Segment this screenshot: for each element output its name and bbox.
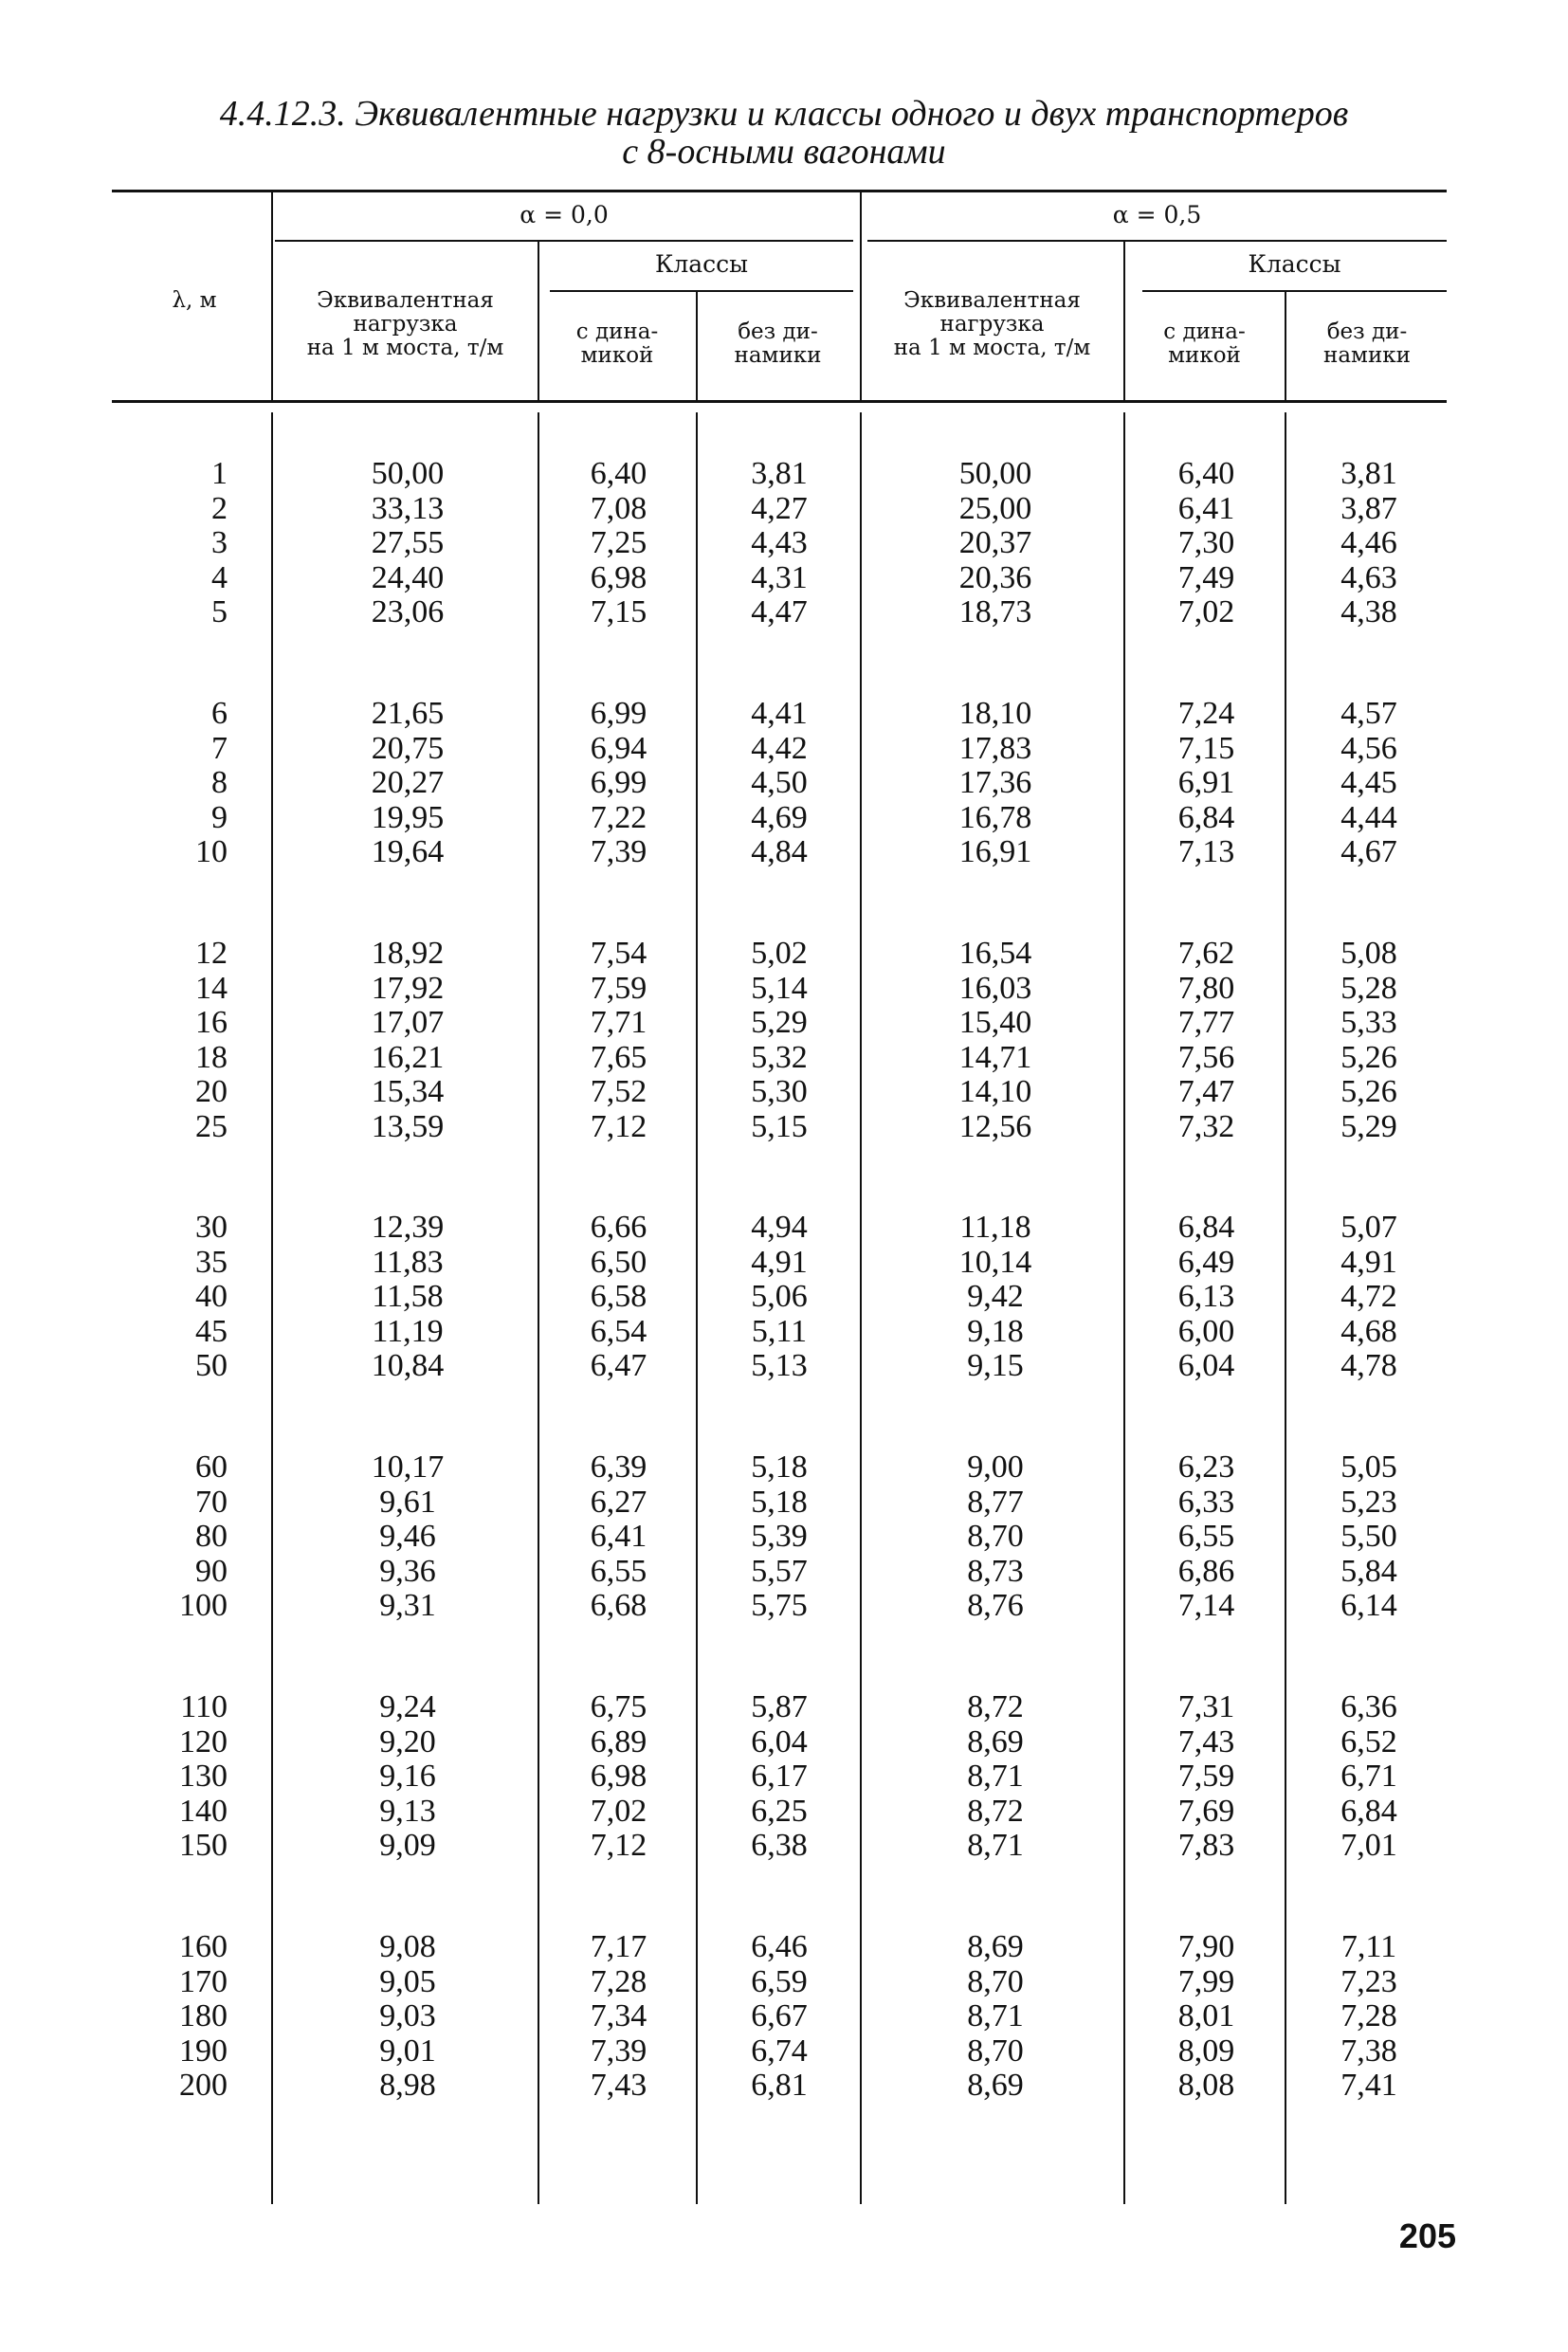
class-nodyn-cell-a0: 4,50 xyxy=(751,765,808,800)
lambda-cell: 50 xyxy=(195,1348,228,1383)
lambda-cell: 20 xyxy=(195,1074,228,1109)
class-nodyn-cell-a05: 5,23 xyxy=(1340,1484,1397,1520)
equiv-load-cell-a0: 9,09 xyxy=(379,1828,436,1863)
class-nodyn-cell-a0: 4,69 xyxy=(751,799,808,835)
equiv-load-cell-a0: 9,01 xyxy=(379,2033,436,2069)
hdr-vline-2 xyxy=(860,192,862,400)
class-dyn-cell-a05: 6,84 xyxy=(1177,1210,1235,1245)
class-nodyn-cell-a0: 4,84 xyxy=(751,834,808,869)
class-nodyn-cell-a0: 5,18 xyxy=(751,1449,808,1485)
lambda-cell: 200 xyxy=(179,2068,228,2103)
class-dyn-cell-a05: 6,86 xyxy=(1177,1553,1235,1589)
dyn-line: с дина- xyxy=(1163,319,1246,344)
hdr-vline-3 xyxy=(538,242,539,400)
class-nodyn-cell-a05: 5,08 xyxy=(1340,936,1397,971)
class-dyn-cell-a05: 6,49 xyxy=(1177,1244,1235,1280)
body-vline-3 xyxy=(696,412,698,2204)
equiv-line: нагрузка xyxy=(939,312,1045,337)
nodyn-line: без ди- xyxy=(738,319,818,344)
equiv-load-cell-a05: 16,91 xyxy=(958,834,1032,869)
lambda-header: λ, м xyxy=(172,288,217,313)
equiv-load-cell-a0: 16,21 xyxy=(371,1039,445,1075)
lambda-cell: 130 xyxy=(179,1759,228,1794)
class-nodyn-cell-a05: 7,41 xyxy=(1340,2068,1397,2103)
equiv-line: на 1 м моста, т/м xyxy=(306,336,504,360)
equiv-load-cell-a0: 24,40 xyxy=(371,559,445,595)
class-nodyn-cell-a0: 4,94 xyxy=(751,1210,808,1245)
equiv-load-cell-a0: 11,19 xyxy=(372,1313,444,1349)
equiv-load-cell-a0: 15,34 xyxy=(371,1074,445,1109)
class-nodyn-cell-a05: 4,78 xyxy=(1340,1348,1397,1383)
class-nodyn-cell-a05: 7,38 xyxy=(1340,2033,1397,2069)
class-nodyn-cell-a0: 6,38 xyxy=(751,1828,808,1863)
class-nodyn-cell-a0: 5,06 xyxy=(751,1279,808,1314)
class-nodyn-cell-a0: 5,29 xyxy=(751,1005,808,1040)
class-dyn-cell-a05: 7,02 xyxy=(1177,594,1235,629)
equiv-load-cell-a05: 9,18 xyxy=(967,1313,1024,1349)
lambda-cell: 8 xyxy=(211,765,228,800)
class-nodyn-cell-a0: 4,47 xyxy=(751,594,808,629)
nodyn-header-left xyxy=(700,320,856,368)
class-dyn-cell-a05: 6,40 xyxy=(1177,456,1235,491)
class-dyn-cell-a0: 6,47 xyxy=(590,1348,647,1383)
class-nodyn-cell-a05: 7,01 xyxy=(1340,1828,1397,1863)
class-dyn-cell-a0: 6,66 xyxy=(590,1210,647,1245)
class-dyn-cell-a0: 7,12 xyxy=(590,1108,647,1144)
classes-rule-right xyxy=(1142,290,1447,292)
nodyn-line: без ди- xyxy=(1326,319,1408,344)
class-dyn-cell-a0: 7,02 xyxy=(590,1793,647,1829)
lambda-cell: 30 xyxy=(195,1210,228,1245)
equiv-line: Эквивалентная xyxy=(903,288,1081,313)
equiv-load-cell-a05: 50,00 xyxy=(958,456,1032,491)
equiv-load-header-right xyxy=(863,289,1121,360)
class-dyn-cell-a0: 7,39 xyxy=(590,834,647,869)
equiv-load-cell-a05: 15,40 xyxy=(958,1005,1032,1040)
class-dyn-cell-a0: 6,58 xyxy=(590,1279,647,1314)
equiv-load-cell-a0: 10,17 xyxy=(371,1449,445,1485)
class-nodyn-cell-a0: 3,81 xyxy=(751,456,808,491)
hdr-vline-5 xyxy=(696,292,698,400)
class-nodyn-cell-a0: 5,32 xyxy=(751,1039,808,1075)
class-dyn-cell-a05: 7,32 xyxy=(1177,1108,1235,1144)
class-dyn-cell-a05: 7,80 xyxy=(1177,970,1235,1006)
equiv-load-cell-a05: 9,00 xyxy=(967,1449,1024,1485)
dyn-header-right xyxy=(1126,320,1283,368)
equiv-load-cell-a0: 10,84 xyxy=(371,1348,445,1383)
class-dyn-cell-a05: 7,99 xyxy=(1177,1963,1235,1999)
body-vline-2 xyxy=(538,412,539,2204)
class-nodyn-cell-a05: 4,38 xyxy=(1340,594,1397,629)
class-dyn-cell-a05: 7,62 xyxy=(1177,936,1235,971)
lambda-cell: 40 xyxy=(195,1279,228,1314)
equiv-load-cell-a05: 14,10 xyxy=(958,1074,1032,1109)
body-vline-1 xyxy=(271,412,273,2204)
class-dyn-cell-a05: 7,59 xyxy=(1177,1759,1235,1794)
class-nodyn-cell-a0: 6,04 xyxy=(751,1723,808,1759)
equiv-load-cell-a0: 9,20 xyxy=(379,1723,436,1759)
class-dyn-cell-a05: 7,24 xyxy=(1177,696,1235,731)
class-dyn-cell-a0: 7,15 xyxy=(590,594,647,629)
class-dyn-cell-a0: 6,99 xyxy=(590,765,647,800)
equiv-load-cell-a05: 17,36 xyxy=(958,765,1032,800)
equiv-load-cell-a05: 8,76 xyxy=(967,1588,1024,1623)
equiv-load-cell-a0: 20,75 xyxy=(371,730,445,766)
equiv-load-cell-a05: 8,69 xyxy=(967,1929,1024,1964)
class-nodyn-cell-a0: 4,31 xyxy=(751,559,808,595)
class-nodyn-cell-a0: 5,14 xyxy=(751,970,808,1006)
class-dyn-cell-a05: 7,47 xyxy=(1177,1074,1235,1109)
equiv-line: Эквивалентная xyxy=(317,288,494,313)
equiv-load-cell-a05: 16,78 xyxy=(958,799,1032,835)
class-dyn-cell-a0: 7,12 xyxy=(590,1828,647,1863)
class-nodyn-cell-a0: 5,11 xyxy=(751,1313,808,1349)
equiv-load-cell-a0: 9,24 xyxy=(379,1689,436,1724)
class-dyn-cell-a05: 6,33 xyxy=(1177,1484,1235,1520)
class-dyn-cell-a0: 7,43 xyxy=(590,2068,647,2103)
class-dyn-cell-a0: 6,68 xyxy=(590,1588,647,1623)
equiv-load-cell-a0: 11,83 xyxy=(372,1244,444,1280)
class-nodyn-cell-a05: 4,68 xyxy=(1340,1313,1397,1349)
lambda-cell: 6 xyxy=(211,696,228,731)
hdr-vline-1 xyxy=(271,192,273,400)
class-dyn-cell-a0: 6,50 xyxy=(590,1244,647,1280)
class-nodyn-cell-a0: 5,57 xyxy=(751,1553,808,1589)
lambda-cell: 25 xyxy=(195,1108,228,1144)
equiv-load-cell-a05: 8,71 xyxy=(967,1759,1024,1794)
class-dyn-cell-a0: 7,65 xyxy=(590,1039,647,1075)
class-nodyn-cell-a05: 5,26 xyxy=(1340,1039,1397,1075)
class-nodyn-cell-a05: 6,14 xyxy=(1340,1588,1397,1623)
class-dyn-cell-a05: 6,00 xyxy=(1177,1313,1235,1349)
equiv-line: нагрузка xyxy=(353,312,458,337)
table-title-line2: с 8-осными вагонами xyxy=(622,132,946,172)
lambda-cell: 18 xyxy=(195,1039,228,1075)
equiv-load-cell-a05: 14,71 xyxy=(958,1039,1032,1075)
class-nodyn-cell-a05: 5,29 xyxy=(1340,1108,1397,1144)
class-dyn-cell-a0: 7,25 xyxy=(590,525,647,560)
class-dyn-cell-a05: 6,04 xyxy=(1177,1348,1235,1383)
equiv-load-cell-a0: 20,27 xyxy=(371,765,445,800)
equiv-load-cell-a0: 9,13 xyxy=(379,1793,436,1829)
lambda-cell: 10 xyxy=(195,834,228,869)
equiv-load-cell-a0: 11,58 xyxy=(372,1279,444,1314)
class-nodyn-cell-a0: 4,27 xyxy=(751,490,808,526)
equiv-load-cell-a0: 21,65 xyxy=(371,696,445,731)
equiv-load-cell-a05: 16,54 xyxy=(958,936,1032,971)
class-dyn-cell-a0: 7,54 xyxy=(590,936,647,971)
class-nodyn-cell-a0: 5,15 xyxy=(751,1108,808,1144)
class-nodyn-cell-a05: 7,23 xyxy=(1340,1963,1397,1999)
equiv-load-cell-a0: 9,36 xyxy=(379,1553,436,1589)
equiv-load-cell-a0: 19,95 xyxy=(371,799,445,835)
class-nodyn-cell-a05: 5,50 xyxy=(1340,1519,1397,1554)
class-dyn-cell-a05: 6,23 xyxy=(1177,1449,1235,1485)
class-nodyn-cell-a05: 4,46 xyxy=(1340,525,1397,560)
class-dyn-cell-a0: 6,99 xyxy=(590,696,647,731)
equiv-load-cell-a0: 9,08 xyxy=(379,1929,436,1964)
class-nodyn-cell-a0: 6,46 xyxy=(751,1929,808,1964)
nodyn-header-right xyxy=(1287,320,1447,368)
class-nodyn-cell-a05: 5,33 xyxy=(1340,1005,1397,1040)
class-nodyn-cell-a05: 7,28 xyxy=(1340,1998,1397,2033)
page-number: 205 xyxy=(1398,2216,1456,2255)
class-nodyn-cell-a05: 4,57 xyxy=(1340,696,1397,731)
hdr-vline-6 xyxy=(1285,292,1286,400)
lambda-cell: 12 xyxy=(195,936,228,971)
equiv-load-cell-a05: 16,03 xyxy=(958,970,1032,1006)
equiv-load-cell-a05: 8,69 xyxy=(967,1723,1024,1759)
equiv-load-cell-a05: 11,18 xyxy=(959,1210,1031,1245)
lambda-cell: 35 xyxy=(195,1244,228,1280)
class-dyn-cell-a05: 6,13 xyxy=(1177,1279,1235,1314)
class-nodyn-cell-a0: 6,59 xyxy=(751,1963,808,1999)
class-nodyn-cell-a05: 6,36 xyxy=(1340,1689,1397,1724)
class-dyn-cell-a0: 6,75 xyxy=(590,1689,647,1724)
class-dyn-cell-a0: 7,28 xyxy=(590,1963,647,1999)
equiv-load-cell-a0: 17,92 xyxy=(371,970,445,1006)
lambda-cell: 80 xyxy=(195,1519,228,1554)
nodyn-line: намики xyxy=(1323,343,1411,368)
class-dyn-cell-a05: 7,31 xyxy=(1177,1689,1235,1724)
class-nodyn-cell-a05: 5,05 xyxy=(1340,1449,1397,1485)
classes-rule-left xyxy=(550,290,853,292)
class-dyn-cell-a05: 7,83 xyxy=(1177,1828,1235,1863)
header-bottom-rule xyxy=(112,400,1447,403)
equiv-load-cell-a0: 18,92 xyxy=(371,936,445,971)
class-dyn-cell-a0: 6,41 xyxy=(590,1519,647,1554)
class-nodyn-cell-a05: 5,07 xyxy=(1340,1210,1397,1245)
lambda-cell: 14 xyxy=(195,970,228,1006)
class-dyn-cell-a05: 7,77 xyxy=(1177,1005,1235,1040)
classes-header-right: Классы xyxy=(1248,250,1341,278)
lambda-cell: 120 xyxy=(179,1723,228,1759)
header-top-rule xyxy=(112,190,1447,192)
lambda-cell: 7 xyxy=(211,730,228,766)
lambda-cell: 190 xyxy=(179,2033,228,2069)
equiv-load-cell-a0: 50,00 xyxy=(371,456,445,491)
lambda-cell: 9 xyxy=(211,799,228,835)
alpha05-rule xyxy=(867,240,1447,242)
equiv-load-cell-a0: 9,03 xyxy=(379,1998,436,2033)
class-dyn-cell-a0: 7,71 xyxy=(590,1005,647,1040)
class-dyn-cell-a05: 6,91 xyxy=(1177,765,1235,800)
lambda-cell: 140 xyxy=(179,1793,228,1829)
lambda-cell: 70 xyxy=(195,1484,228,1520)
class-nodyn-cell-a05: 5,28 xyxy=(1340,970,1397,1006)
class-nodyn-cell-a05: 5,26 xyxy=(1340,1074,1397,1109)
class-nodyn-cell-a0: 5,13 xyxy=(751,1348,808,1383)
equiv-load-cell-a05: 10,14 xyxy=(958,1244,1032,1280)
lambda-cell: 5 xyxy=(211,594,228,629)
alpha05-header: α = 0,5 xyxy=(1112,201,1202,228)
class-nodyn-cell-a0: 4,91 xyxy=(751,1244,808,1280)
class-dyn-cell-a05: 6,84 xyxy=(1177,799,1235,835)
equiv-load-cell-a0: 13,59 xyxy=(371,1108,445,1144)
equiv-load-cell-a05: 18,73 xyxy=(958,594,1032,629)
class-dyn-cell-a0: 6,39 xyxy=(590,1449,647,1485)
class-dyn-cell-a05: 7,90 xyxy=(1177,1929,1235,1964)
class-dyn-cell-a0: 6,27 xyxy=(590,1484,647,1520)
equiv-load-cell-a0: 27,55 xyxy=(371,525,445,560)
lambda-cell: 160 xyxy=(179,1929,228,1964)
equiv-load-cell-a05: 20,37 xyxy=(958,525,1032,560)
class-nodyn-cell-a0: 4,43 xyxy=(751,525,808,560)
nodyn-line: намики xyxy=(734,343,822,368)
class-nodyn-cell-a05: 4,72 xyxy=(1340,1279,1397,1314)
equiv-load-cell-a05: 8,72 xyxy=(967,1689,1024,1724)
class-nodyn-cell-a0: 6,25 xyxy=(751,1793,808,1829)
lambda-cell: 60 xyxy=(195,1449,228,1485)
equiv-line: на 1 м моста, т/м xyxy=(893,336,1091,360)
equiv-load-cell-a05: 8,71 xyxy=(967,1828,1024,1863)
equiv-load-cell-a05: 9,42 xyxy=(967,1279,1024,1314)
equiv-load-cell-a05: 20,36 xyxy=(958,559,1032,595)
class-nodyn-cell-a05: 4,63 xyxy=(1340,559,1397,595)
class-dyn-cell-a05: 7,30 xyxy=(1177,525,1235,560)
class-dyn-cell-a05: 7,49 xyxy=(1177,559,1235,595)
class-dyn-cell-a0: 7,52 xyxy=(590,1074,647,1109)
class-nodyn-cell-a05: 4,44 xyxy=(1340,799,1397,835)
class-nodyn-cell-a0: 4,41 xyxy=(751,696,808,731)
class-nodyn-cell-a0: 6,17 xyxy=(751,1759,808,1794)
class-dyn-cell-a05: 7,56 xyxy=(1177,1039,1235,1075)
class-dyn-cell-a05: 7,69 xyxy=(1177,1793,1235,1829)
class-nodyn-cell-a05: 3,81 xyxy=(1340,456,1397,491)
equiv-load-header-left xyxy=(275,289,536,360)
class-dyn-cell-a0: 7,59 xyxy=(590,970,647,1006)
class-nodyn-cell-a05: 6,84 xyxy=(1340,1793,1397,1829)
class-dyn-cell-a0: 6,94 xyxy=(590,730,647,766)
class-nodyn-cell-a0: 5,39 xyxy=(751,1519,808,1554)
body-vline-5 xyxy=(1123,412,1125,2204)
alpha0-rule xyxy=(275,240,853,242)
equiv-load-cell-a05: 8,69 xyxy=(967,2068,1024,2103)
class-dyn-cell-a0: 6,55 xyxy=(590,1553,647,1589)
lambda-cell: 110 xyxy=(180,1689,228,1724)
class-dyn-cell-a05: 7,13 xyxy=(1177,834,1235,869)
class-dyn-cell-a05: 6,41 xyxy=(1177,490,1235,526)
equiv-load-cell-a05: 8,72 xyxy=(967,1793,1024,1829)
equiv-load-cell-a05: 18,10 xyxy=(958,696,1032,731)
class-nodyn-cell-a05: 7,11 xyxy=(1340,1929,1397,1964)
equiv-load-cell-a05: 8,73 xyxy=(967,1553,1024,1589)
class-nodyn-cell-a0: 6,67 xyxy=(751,1998,808,2033)
class-nodyn-cell-a05: 3,87 xyxy=(1340,490,1397,526)
equiv-load-cell-a0: 9,46 xyxy=(379,1519,436,1554)
class-dyn-cell-a0: 7,17 xyxy=(590,1929,647,1964)
lambda-cell: 1 xyxy=(211,456,228,491)
class-dyn-cell-a05: 8,08 xyxy=(1177,2068,1235,2103)
class-dyn-cell-a05: 8,09 xyxy=(1177,2033,1235,2069)
dyn-line: с дина- xyxy=(575,319,659,344)
lambda-cell: 2 xyxy=(211,490,228,526)
lambda-cell: 170 xyxy=(179,1963,228,1999)
lambda-cell: 3 xyxy=(211,525,228,560)
dyn-line: микой xyxy=(580,343,654,368)
equiv-load-cell-a0: 12,39 xyxy=(371,1210,445,1245)
class-dyn-cell-a05: 7,14 xyxy=(1177,1588,1235,1623)
equiv-load-cell-a0: 17,07 xyxy=(371,1005,445,1040)
class-nodyn-cell-a05: 4,67 xyxy=(1340,834,1397,869)
class-nodyn-cell-a05: 5,84 xyxy=(1340,1553,1397,1589)
class-dyn-cell-a05: 6,55 xyxy=(1177,1519,1235,1554)
class-nodyn-cell-a0: 5,75 xyxy=(751,1588,808,1623)
class-nodyn-cell-a0: 5,18 xyxy=(751,1484,808,1520)
equiv-load-cell-a0: 23,06 xyxy=(371,594,445,629)
class-nodyn-cell-a0: 5,87 xyxy=(751,1689,808,1724)
equiv-load-cell-a0: 9,05 xyxy=(379,1963,436,1999)
lambda-cell: 90 xyxy=(195,1553,228,1589)
class-dyn-cell-a0: 7,08 xyxy=(590,490,647,526)
equiv-load-cell-a0: 9,31 xyxy=(379,1588,436,1623)
class-dyn-cell-a0: 6,54 xyxy=(590,1313,647,1349)
equiv-load-cell-a05: 8,71 xyxy=(967,1998,1024,2033)
equiv-load-cell-a0: 8,98 xyxy=(379,2068,436,2103)
lambda-cell: 16 xyxy=(195,1005,228,1040)
equiv-load-cell-a05: 8,70 xyxy=(967,1963,1024,1999)
equiv-load-cell-a05: 8,70 xyxy=(967,1519,1024,1554)
equiv-load-cell-a0: 33,13 xyxy=(371,490,445,526)
class-dyn-cell-a0: 7,22 xyxy=(590,799,647,835)
class-dyn-cell-a0: 6,40 xyxy=(590,456,647,491)
class-nodyn-cell-a0: 4,42 xyxy=(751,730,808,766)
equiv-load-cell-a05: 8,77 xyxy=(967,1484,1024,1520)
class-nodyn-cell-a05: 4,45 xyxy=(1340,765,1397,800)
equiv-load-cell-a0: 9,61 xyxy=(379,1484,436,1520)
classes-header-left: Классы xyxy=(654,250,749,278)
class-dyn-cell-a0: 6,98 xyxy=(590,1759,647,1794)
equiv-load-cell-a0: 19,64 xyxy=(371,834,445,869)
lambda-cell: 180 xyxy=(179,1998,228,2033)
body-vline-4 xyxy=(860,412,862,2204)
lambda-cell: 150 xyxy=(179,1828,228,1863)
class-dyn-cell-a0: 7,39 xyxy=(590,2033,647,2069)
class-nodyn-cell-a05: 4,56 xyxy=(1340,730,1397,766)
alpha0-header: α = 0,0 xyxy=(520,201,609,228)
class-nodyn-cell-a0: 6,74 xyxy=(751,2033,808,2069)
equiv-load-cell-a05: 12,56 xyxy=(958,1108,1032,1144)
equiv-load-cell-a05: 25,00 xyxy=(958,490,1032,526)
body-vline-6 xyxy=(1285,412,1286,2204)
class-nodyn-cell-a0: 6,81 xyxy=(751,2068,808,2103)
table-title-line1: 4.4.12.3. Эквивалентные нагрузки и классы одного и двух транспортеров xyxy=(219,94,1349,134)
lambda-cell: 4 xyxy=(211,559,228,595)
class-dyn-cell-a0: 7,34 xyxy=(590,1998,647,2033)
equiv-load-cell-a0: 9,16 xyxy=(379,1759,436,1794)
class-nodyn-cell-a0: 5,02 xyxy=(751,936,808,971)
class-dyn-cell-a0: 6,89 xyxy=(590,1723,647,1759)
dyn-line: микой xyxy=(1168,343,1241,368)
class-nodyn-cell-a05: 6,52 xyxy=(1340,1723,1397,1759)
class-dyn-cell-a05: 7,43 xyxy=(1177,1723,1235,1759)
hdr-vline-4 xyxy=(1123,242,1125,400)
lambda-cell: 45 xyxy=(195,1313,228,1349)
lambda-cell: 100 xyxy=(179,1588,228,1623)
class-dyn-cell-a05: 8,01 xyxy=(1177,1998,1235,2033)
class-nodyn-cell-a0: 5,30 xyxy=(751,1074,808,1109)
class-dyn-cell-a0: 6,98 xyxy=(590,559,647,595)
class-dyn-cell-a05: 7,15 xyxy=(1177,730,1235,766)
equiv-load-cell-a05: 17,83 xyxy=(958,730,1032,766)
equiv-load-cell-a05: 9,15 xyxy=(967,1348,1024,1383)
equiv-load-cell-a05: 8,70 xyxy=(967,2033,1024,2069)
class-nodyn-cell-a05: 6,71 xyxy=(1340,1759,1397,1794)
class-nodyn-cell-a05: 4,91 xyxy=(1340,1244,1397,1280)
dyn-header-left xyxy=(540,320,694,368)
